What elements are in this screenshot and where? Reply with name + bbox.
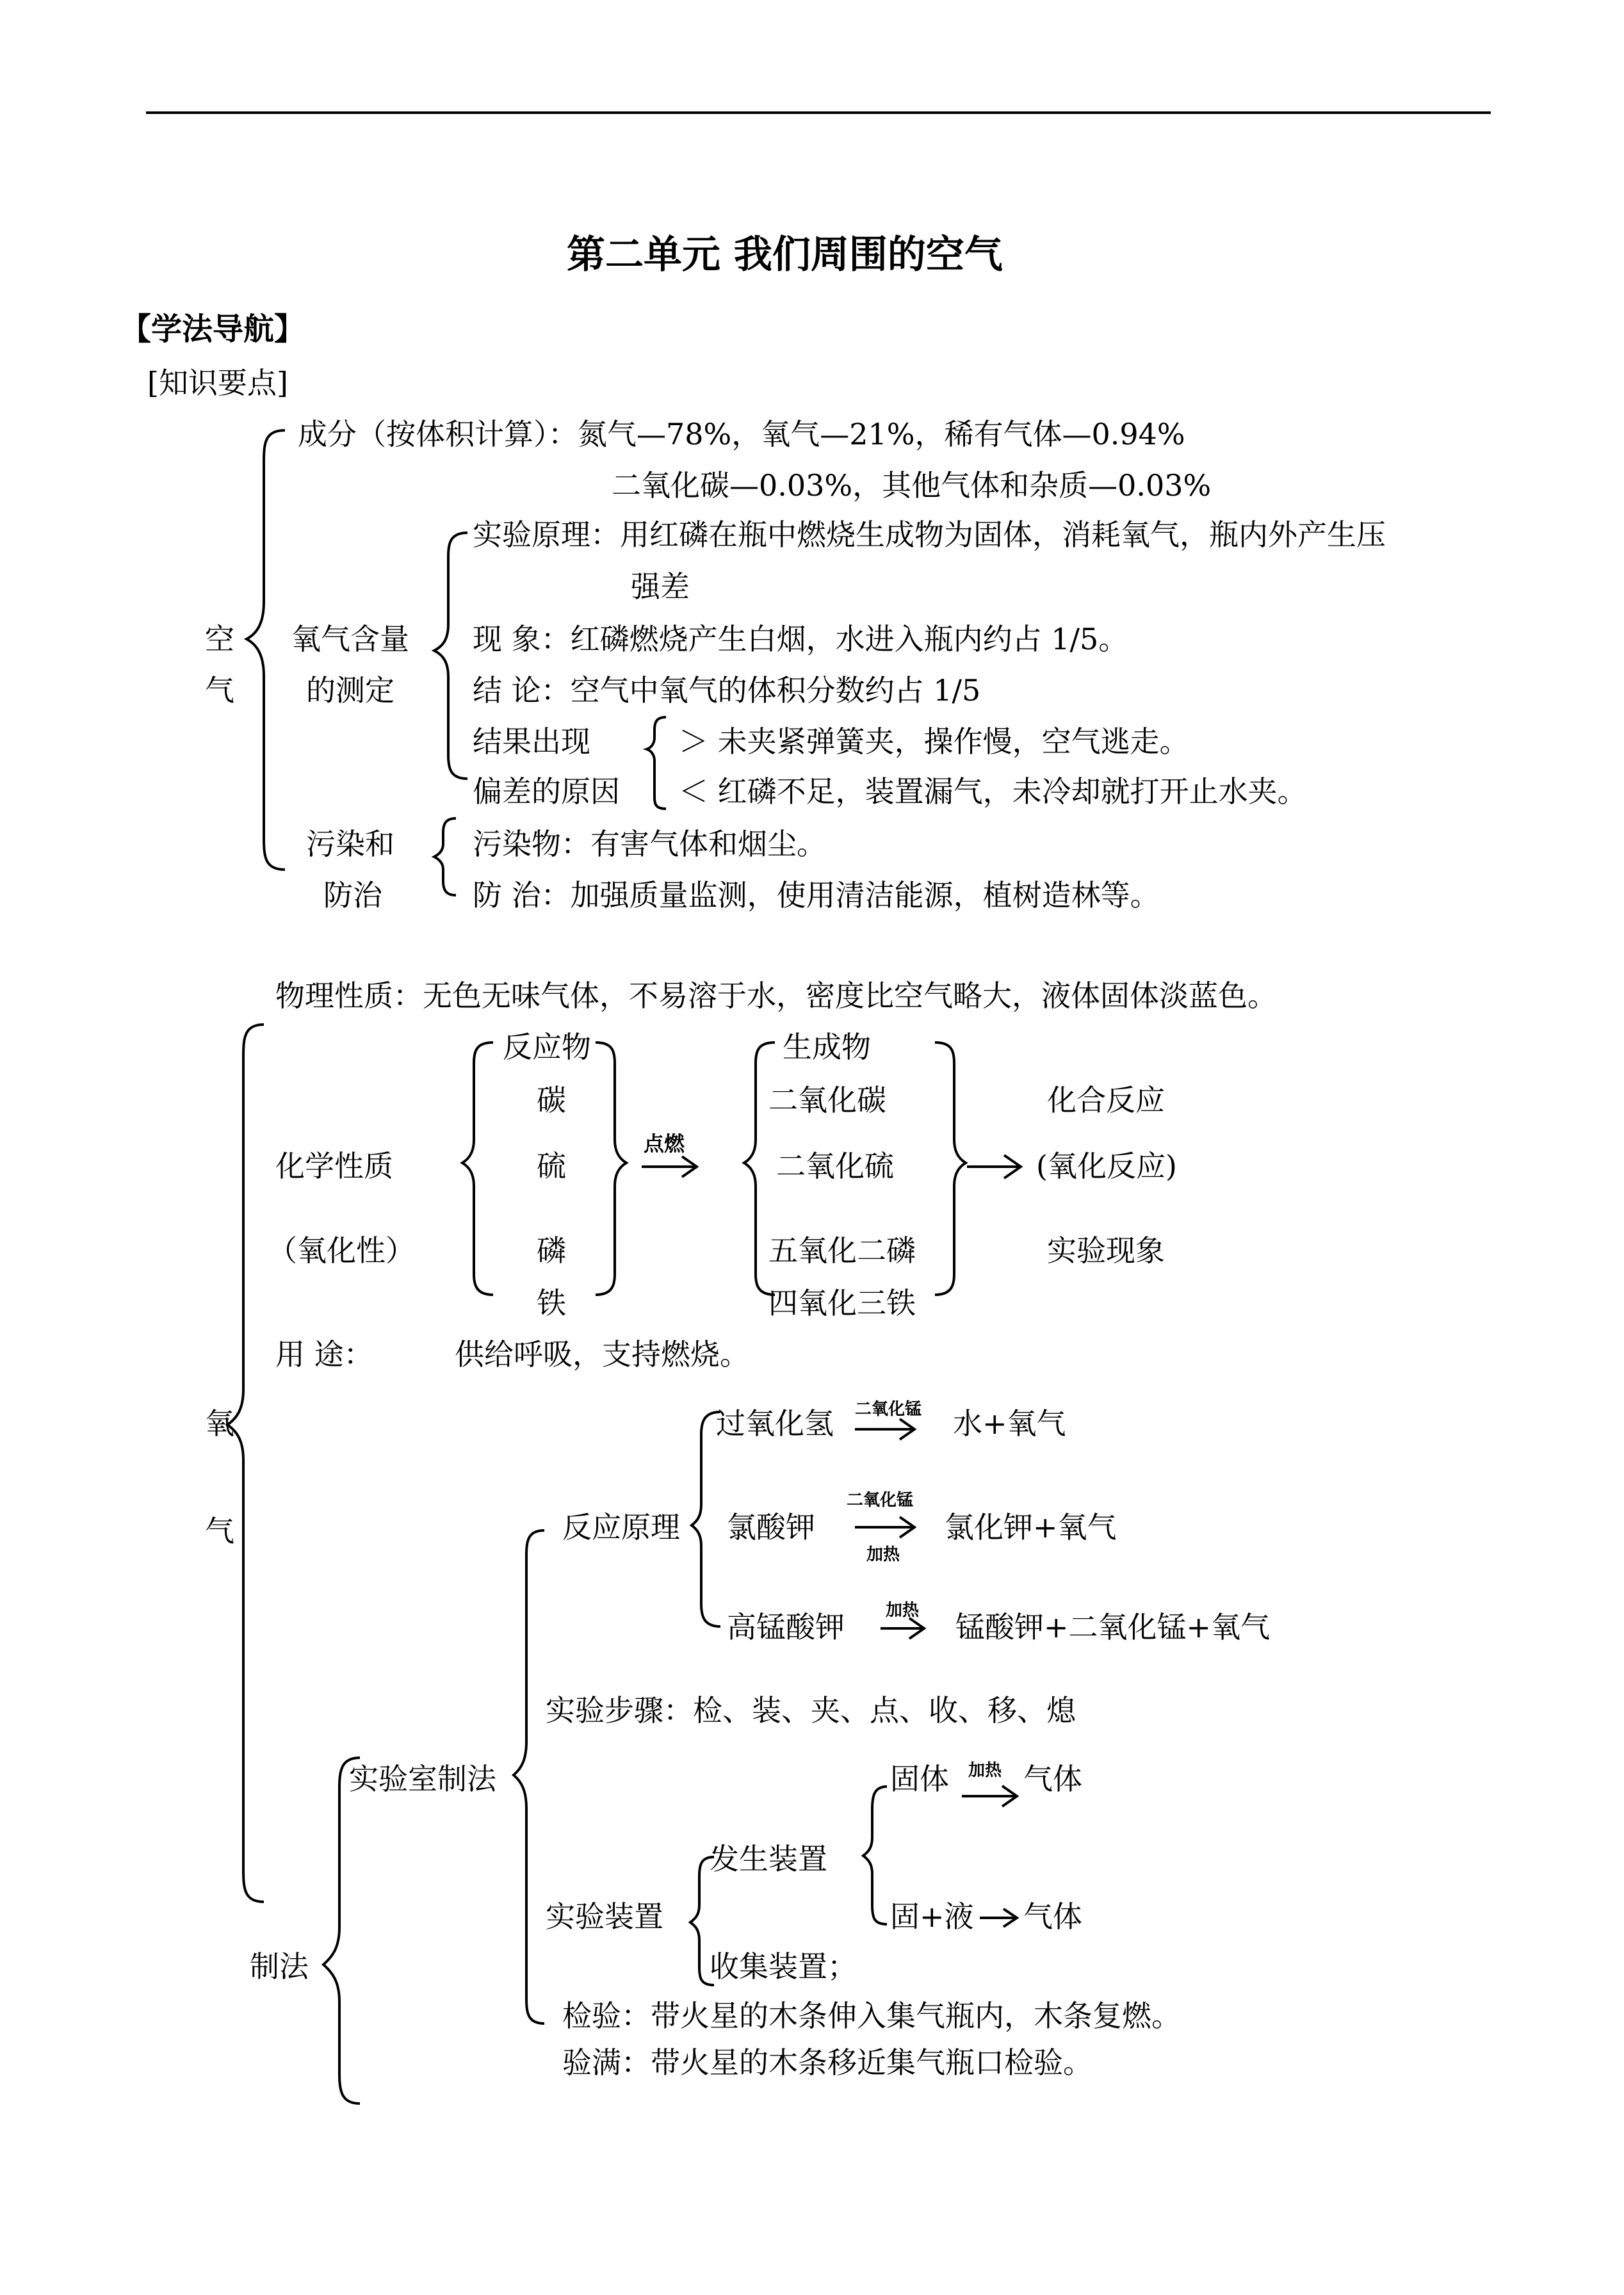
reactant-brace-left — [462, 1042, 493, 1295]
prep-label: 制法 — [250, 1949, 309, 1984]
page-title: 第二单元 我们周围的空气 — [567, 232, 1003, 277]
phenomenon-line: 现 象：红磷燃烧产生白烟，水进入瓶内约占 1/5。 — [473, 622, 1128, 656]
reactant-item: 磷 — [537, 1233, 566, 1268]
prevention-line: 防 治：加强质量监测，使用清洁能源，植树造林等。 — [473, 878, 1160, 912]
lab-brace — [514, 1530, 544, 2023]
reaction-product: 锰酸钾+二氧化锰+氧气 — [955, 1610, 1271, 1644]
deviation-label-1: 结果出现 — [473, 724, 590, 759]
reaction-cond-top: 二氧化锰 — [855, 1400, 922, 1419]
reactant-item: 碳 — [537, 1083, 566, 1117]
apparatus-label: 实验装置 — [546, 1899, 663, 1934]
air-root-1: 空 — [205, 622, 234, 656]
air-main-brace — [247, 430, 285, 870]
measure-label-1: 氧气含量 — [291, 622, 409, 656]
chemical-label-2: （氧化性） — [268, 1233, 415, 1268]
principle-line-2: 强差 — [631, 569, 690, 604]
principle-brace — [692, 1412, 720, 1626]
principle-label: 反应原理 — [562, 1510, 680, 1545]
test-line: 检验：带火星的木条伸入集气瓶内，木条复燃。 — [562, 1999, 1181, 2033]
product-item: 二氧化硫 — [776, 1149, 894, 1183]
section-heading: 【学法导航】 — [120, 311, 305, 347]
deviation-low: ＜ 红磷不足，装置漏气，未冷却就打开止水夹。 — [679, 774, 1307, 809]
principle-line-1: 实验原理：用红磷在瓶中燃烧生成物为固体，消耗氧气，瓶内外产生压 — [473, 517, 1386, 552]
steps-line: 实验步骤：检、装、夹、点、收、移、熄 — [546, 1693, 1076, 1728]
product-item: 四氧化三铁 — [768, 1286, 916, 1320]
reaction-reactant: 过氧化氢 — [716, 1406, 834, 1441]
measure-label-2: 的测定 — [306, 673, 394, 708]
full-test-line: 验满：带火星的木条移近集气瓶口检验。 — [562, 2045, 1092, 2080]
pollutants-line: 污染物：有害气体和烟尘。 — [473, 827, 826, 861]
generator-label: 发生装置 — [710, 1842, 827, 1876]
air-root-2: 气 — [205, 673, 234, 708]
chemical-label-1: 化学性质 — [275, 1149, 393, 1183]
products-header: 生成物 — [783, 1030, 871, 1064]
reaction-product: 水+氧气 — [953, 1406, 1066, 1441]
use-label: 用 途： — [275, 1337, 373, 1372]
solid-label: 固体 — [890, 1762, 949, 1796]
reactant-item: 硫 — [537, 1149, 566, 1183]
reactants-header: 反应物 — [503, 1030, 591, 1064]
reaction-cond-bottom: 加热 — [866, 1545, 900, 1564]
deviation-high: ＞ 未夹紧弹簧夹，操作慢，空气逃走。 — [679, 724, 1189, 759]
oxygen-root-1: 氧 — [205, 1406, 234, 1441]
reaction-note: (氧化反应) — [1036, 1149, 1177, 1183]
subsection-heading: [知识要点] — [147, 366, 288, 400]
deviation-label-2: 偏差的原因 — [473, 774, 620, 809]
pollution-label-2: 防治 — [323, 878, 382, 912]
product-item: 五氧化二磷 — [768, 1233, 916, 1268]
reaction-note: 实验现象 — [1047, 1233, 1165, 1268]
pollution-label-1: 污染和 — [306, 827, 394, 861]
reactant-brace-right — [596, 1042, 626, 1295]
reactant-item: 铁 — [537, 1286, 566, 1320]
conclusion-line: 结 论：空气中氧气的体积分数约占 1/5 — [473, 673, 981, 708]
solid-liquid-product: 气体 — [1023, 1899, 1082, 1934]
deviation-brace — [647, 717, 666, 809]
product-item: 二氧化碳 — [768, 1083, 886, 1117]
solid-product: 气体 — [1023, 1762, 1082, 1796]
generator-brace — [863, 1787, 887, 1924]
composition-line-1: 成分（按体积计算）：氮气—78%，氧气—21%，稀有气体—0.94% — [298, 417, 1185, 451]
reaction-note: 化合反应 — [1047, 1083, 1165, 1117]
reaction-cond-top: 加热 — [886, 1601, 920, 1620]
collector-label: 收集装置； — [710, 1949, 857, 1984]
solid-liquid-label: 固+液 — [890, 1899, 974, 1934]
solid-cond: 加热 — [968, 1761, 1002, 1780]
lab-prep-label: 实验室制法 — [349, 1762, 496, 1796]
reaction-reactant: 高锰酸钾 — [727, 1610, 845, 1644]
physical-properties: 物理性质：无色无味气体，不易溶于水，密度比空气略大，液体固体淡蓝色。 — [275, 978, 1277, 1013]
oxygen-root-2: 气 — [205, 1514, 234, 1548]
measure-brace — [434, 533, 467, 779]
reaction-reactant: 氯酸钾 — [727, 1510, 815, 1545]
prep-brace — [323, 1758, 360, 2104]
reaction-product: 氯化钾+氧气 — [945, 1510, 1117, 1545]
reaction-cond-top: 二氧化锰 — [847, 1491, 914, 1510]
oxygen-main-brace — [227, 1025, 264, 1902]
use-text: 供给呼吸，支持燃烧。 — [455, 1337, 749, 1372]
composition-line-2: 二氧化碳—0.03%，其他气体和杂质—0.03% — [612, 468, 1212, 503]
product-brace-right — [935, 1042, 966, 1295]
pollution-brace — [434, 818, 456, 895]
ignite-condition: 点燃 — [644, 1131, 685, 1156]
